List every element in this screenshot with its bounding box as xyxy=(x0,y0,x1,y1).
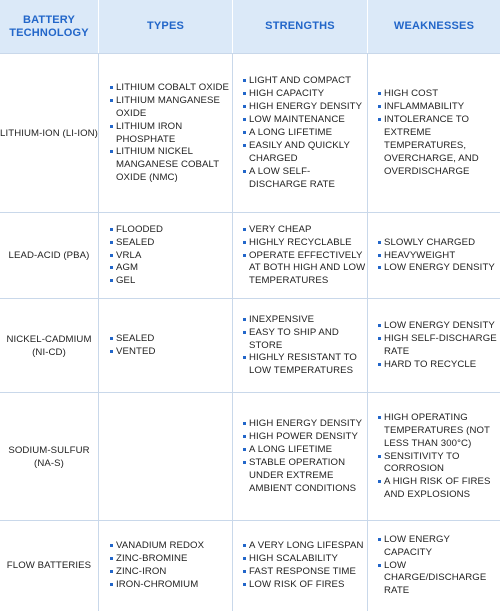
list-item: LITHIUM IRON PHOSPHATE xyxy=(110,121,232,147)
list-item: IRON-CHROMIUM xyxy=(110,579,204,592)
weaknesses-cell xyxy=(367,213,500,299)
list-item: HIGH OPERATING TEMPERATURES (NOT LESS THAN 300°C) xyxy=(378,412,500,451)
header-types: TYPES xyxy=(98,0,232,53)
list-item: LITHIUM NICKEL MANGANESE COBALT OXIDE (NMC) xyxy=(110,146,232,185)
list-item: FAST RESPONSE TIME xyxy=(243,566,364,579)
types-list xyxy=(110,540,204,592)
list-item: SENSITIVITY TO CORROSION xyxy=(378,451,500,477)
list-item: LITHIUM COBALT OXIDE xyxy=(110,82,232,95)
list-item: HIGHLY RESISTANT TO LOW TEMPERATURES xyxy=(243,352,367,378)
strengths-list xyxy=(243,418,367,495)
strengths-list xyxy=(243,314,367,379)
types-cell xyxy=(98,54,232,213)
battery-name: SODIUM-SULFUR (NA-S) xyxy=(8,444,90,469)
strengths-cell xyxy=(232,521,367,611)
header-battery-technology: BATTERY TECHNOLOGY xyxy=(9,13,89,39)
list-item: HIGH COST xyxy=(378,88,500,101)
list-item: A LONG LIFETIME xyxy=(243,127,367,140)
strengths-cell xyxy=(232,393,367,521)
list-item: HIGH POWER DENSITY xyxy=(243,431,367,444)
list-item: LOW CHARGE/DISCHARGE RATE xyxy=(378,560,500,599)
battery-name: LITHIUM-ION (LI-ION) xyxy=(0,127,98,139)
table-row xyxy=(0,520,500,610)
list-item: HIGH CAPACITY xyxy=(243,88,367,101)
list-item: SEALED xyxy=(110,333,156,346)
list-item: INFLAMMABILITY xyxy=(378,101,500,114)
list-item: A LOW SELF-DISCHARGE RATE xyxy=(243,166,367,192)
weaknesses-list xyxy=(378,534,500,599)
types-list xyxy=(110,224,163,289)
list-item: LOW MAINTENANCE xyxy=(243,114,367,127)
list-item: LOW ENERGY DENSITY xyxy=(378,320,500,333)
list-item: LOW ENERGY CAPACITY xyxy=(378,534,500,560)
table-row xyxy=(0,53,500,212)
battery-name-cell xyxy=(0,521,98,610)
battery-name: FLOW BATTERIES xyxy=(6,560,92,571)
battery-name-cell xyxy=(0,213,98,298)
list-item: AGM xyxy=(110,262,163,275)
list-item: LIGHT AND COMPACT xyxy=(243,75,367,88)
list-item: SEALED xyxy=(110,237,163,250)
strengths-list xyxy=(243,540,364,592)
list-item: EASY TO SHIP AND STORE xyxy=(243,327,367,353)
list-item: LITHIUM MANGANESE OXIDE xyxy=(110,95,232,121)
list-item: HARD TO RECYCLE xyxy=(378,359,500,372)
strengths-cell xyxy=(232,54,367,213)
list-item: VANADIUM REDOX xyxy=(110,540,204,553)
header-strengths: STRENGTHS xyxy=(232,0,367,53)
table-row xyxy=(0,392,500,520)
list-item: VENTED xyxy=(110,346,156,359)
list-item: A HIGH RISK OF FIRES AND EXPLOSIONS xyxy=(378,476,500,502)
list-item: HIGH SELF-DISCHARGE RATE xyxy=(378,333,500,359)
weaknesses-list xyxy=(378,412,500,502)
list-item: SLOWLY CHARGED xyxy=(378,237,495,250)
weaknesses-cell xyxy=(367,299,500,393)
weaknesses-list xyxy=(378,88,500,178)
list-item: FLOODED xyxy=(110,224,163,237)
table-row xyxy=(0,298,500,392)
list-item: ZINC-IRON xyxy=(110,566,204,579)
list-item: HIGH ENERGY DENSITY xyxy=(243,418,367,431)
battery-name-cell xyxy=(0,54,98,212)
list-item: LOW RISK OF FIRES xyxy=(243,579,364,592)
table-row xyxy=(0,212,500,298)
list-item: HIGHLY RECYCLABLE xyxy=(243,237,367,250)
list-item: HEAVYWEIGHT xyxy=(378,250,495,263)
battery-name-cell xyxy=(0,299,98,392)
header-weaknesses: WEAKNESSES xyxy=(367,0,500,53)
weaknesses-list xyxy=(378,320,500,372)
types-list xyxy=(110,82,232,185)
battery-name: LEAD-ACID (PBA) xyxy=(8,250,90,261)
battery-name: NICKEL-CADMIUM (NI-CD) xyxy=(6,333,92,358)
types-cell xyxy=(98,393,232,521)
strengths-cell xyxy=(232,299,367,393)
types-list xyxy=(110,333,156,359)
weaknesses-cell xyxy=(367,54,500,213)
list-item: ZINC-BROMINE xyxy=(110,553,204,566)
list-item: LOW ENERGY DENSITY xyxy=(378,262,495,275)
list-item: VRLA xyxy=(110,250,163,263)
weaknesses-list xyxy=(378,237,495,276)
types-cell xyxy=(98,521,232,611)
list-item: HIGH SCALABILITY xyxy=(243,553,364,566)
strengths-cell xyxy=(232,213,367,299)
list-item: HIGH ENERGY DENSITY xyxy=(243,101,367,114)
strengths-list xyxy=(243,224,367,289)
list-item: STABLE OPERATION UNDER EXTREME AMBIENT CONDITIONS xyxy=(243,457,367,496)
weaknesses-cell xyxy=(367,393,500,521)
list-item: OPERATE EFFECTIVELY AT BOTH HIGH AND LOW TEMPERATURES xyxy=(243,250,367,289)
list-item: GEL xyxy=(110,275,163,288)
strengths-list xyxy=(243,75,367,191)
types-cell xyxy=(98,213,232,299)
weaknesses-cell xyxy=(367,521,500,611)
types-cell xyxy=(98,299,232,393)
list-item: INEXPENSIVE xyxy=(243,314,367,327)
battery-name-cell xyxy=(0,393,98,520)
table-header xyxy=(0,0,500,53)
list-item: EASILY AND QUICKLY CHARGED xyxy=(243,140,367,166)
list-item: INTOLERANCE TO EXTREME TEMPERATURES, OVERCHARGE, AND OVERDISCHARGE xyxy=(378,114,500,179)
list-item: A VERY LONG LIFESPAN xyxy=(243,540,364,553)
list-item: A LONG LIFETIME xyxy=(243,444,367,457)
list-item: VERY CHEAP xyxy=(243,224,367,237)
